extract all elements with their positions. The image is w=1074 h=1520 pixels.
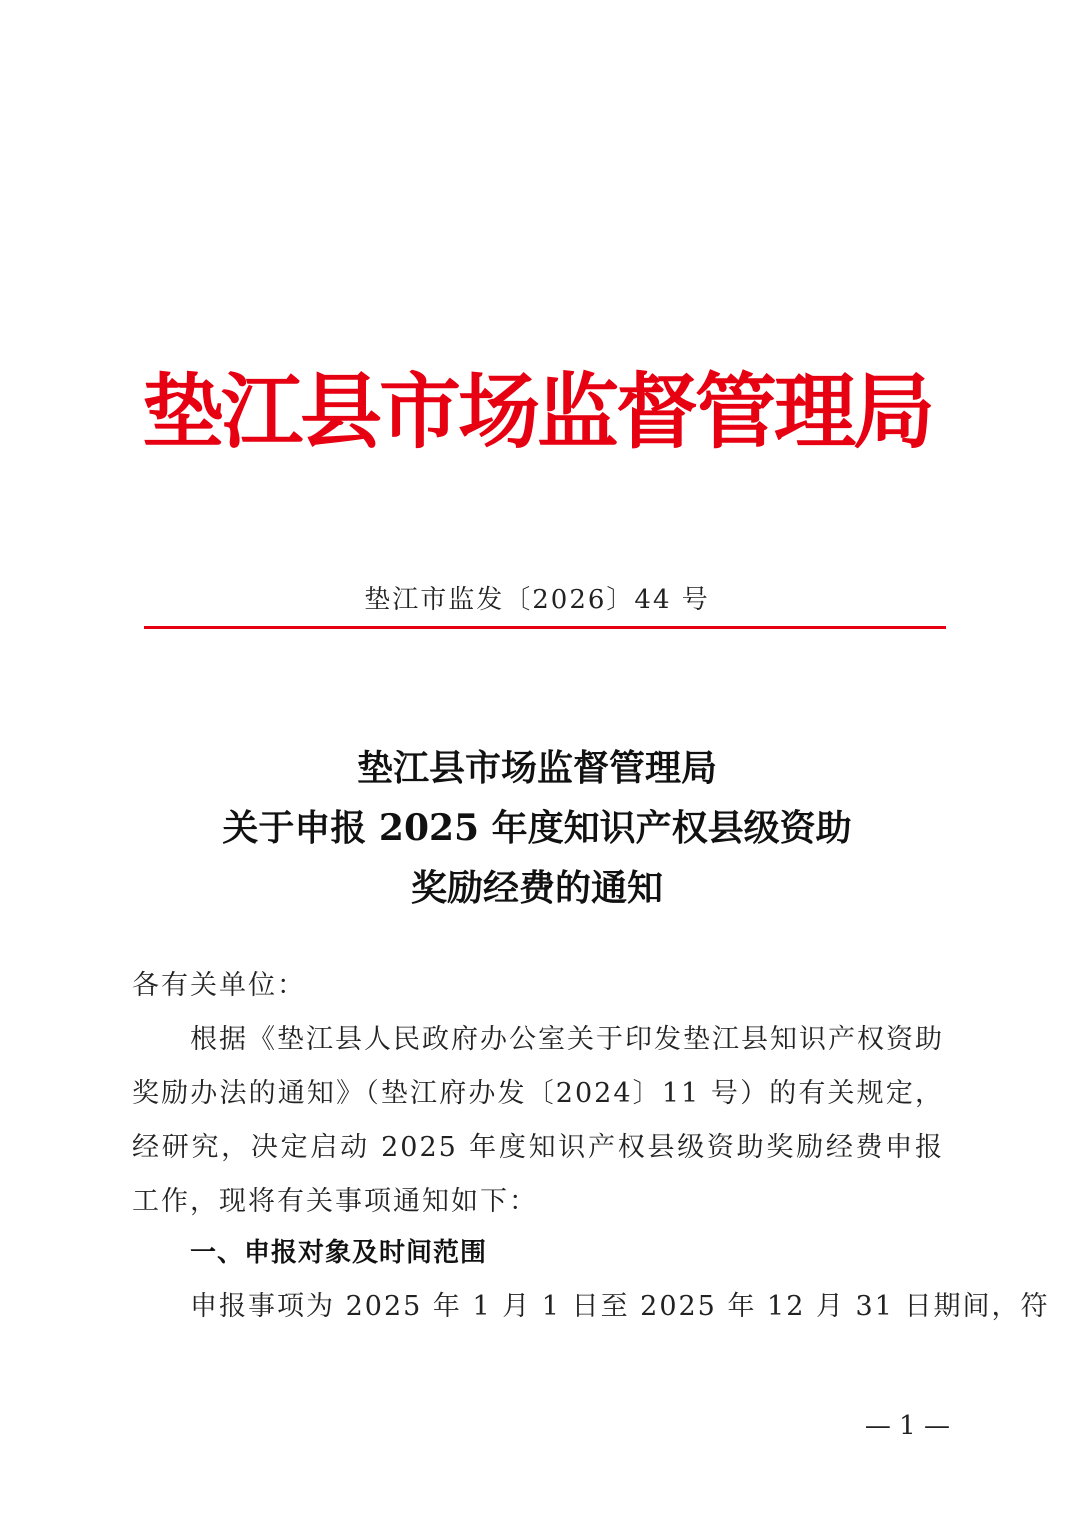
section-heading-1: 一、申报对象及时间范围 (190, 1238, 488, 1268)
document-title (0, 738, 1074, 918)
salutation: 各有关单位： (132, 970, 306, 1001)
red-separator-line (144, 626, 946, 629)
agency-masthead: 垫江县市场监督管理局 (141, 364, 932, 460)
title-line-1: 垫江县市场监督管理局 (356, 747, 717, 789)
body-paragraph-2: 申报事项为 2025 年 1 月 1 日至 2025 年 12 月 31 日期间，符 (190, 1291, 1050, 1322)
title-line-2: 关于申报 2025 年度知识产权县级资助 (222, 807, 852, 849)
body-paragraph-1: 根据《垫江县人民政府办公室关于印发垫江县知识产权资助奖励办法的通知》（垫江府办发〔2024〕11 号）的有关规定，经研究，决定启动 2025 年度知识产权县级资助奖励经费申报工作，现将有关事项通知如下： (132, 1024, 944, 1217)
document-number: 垫江市监发〔2026〕44 号 (364, 585, 710, 615)
title-line-3: 奖励经费的通知 (410, 867, 663, 909)
page-number: — 1 — (864, 1411, 950, 1441)
